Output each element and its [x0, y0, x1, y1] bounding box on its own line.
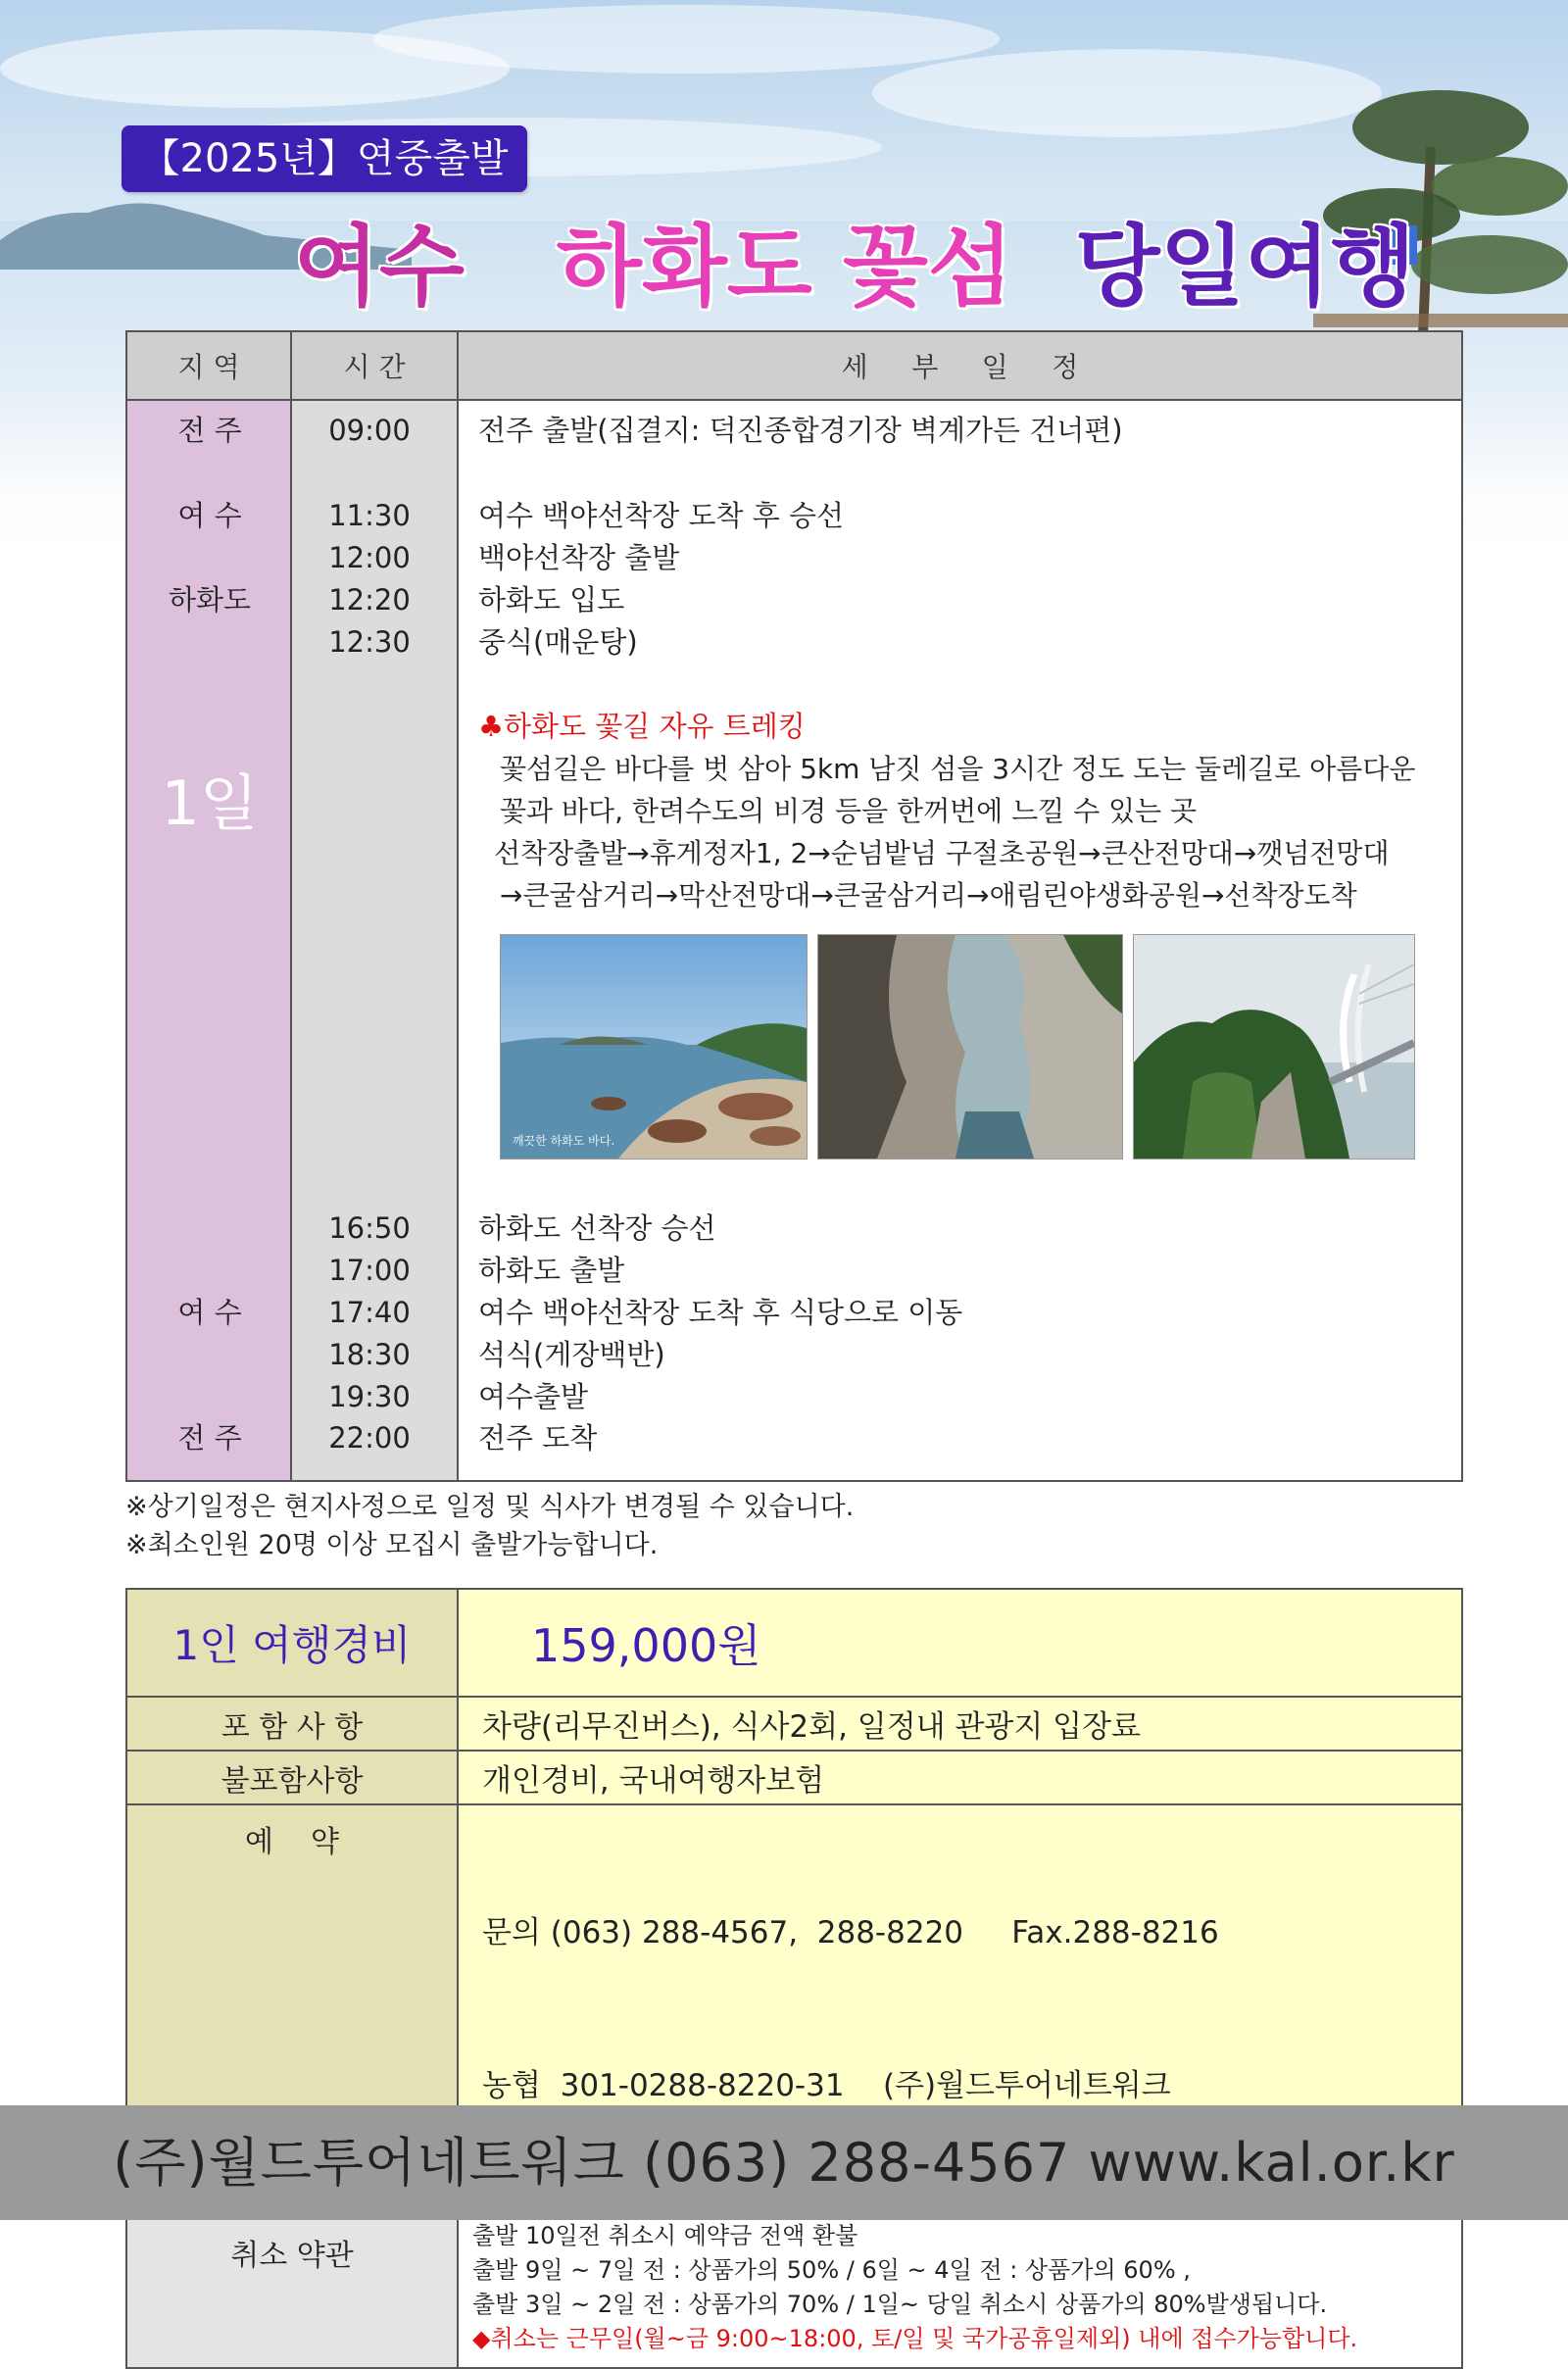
header-detail: 세 부 일 정	[458, 331, 1462, 400]
cost-value: 159,000원	[531, 1619, 761, 1672]
detail-item: 여수 백야선착장 도착 후 승선	[478, 499, 845, 532]
time-item: 18:30	[328, 1338, 411, 1371]
day-label: 1일	[161, 767, 259, 839]
trekking-route: →큰굴삼거리→막산전망대→큰굴삼거리→애림린야생화공원→선착장도착	[500, 879, 1357, 912]
trekking-description: 꽃섬길은 바다를 벗 삼아 5km 남짓 섬을 3시간 정도 도는 둘레길로 아름다운	[500, 753, 1416, 785]
included-label: 포 함 사 항	[126, 1697, 458, 1751]
detail-item: 하화도 출발	[478, 1254, 625, 1287]
region-hahwado: 하화도	[168, 583, 252, 617]
time-item: 09:00	[328, 414, 411, 447]
title-island: 하화도 꽃섬	[556, 216, 1013, 319]
detail-item: 중식(매운탕)	[478, 625, 638, 659]
detail-item: 백야선착장 출발	[478, 541, 680, 574]
detail-item: 석식(게장백반)	[478, 1338, 665, 1371]
header-time: 시 간	[291, 331, 458, 400]
trekking-description: 꽃과 바다, 한려수도의 비경 등을 한꺼번에 느낄 수 있는 곳	[500, 795, 1198, 827]
cancel-label: 취소 약관	[126, 2214, 458, 2368]
cost-label: 1인 여행경비	[172, 1621, 412, 1669]
time-item: 12:00	[328, 541, 411, 574]
time-item: 11:30	[328, 499, 411, 532]
cancel-warning: ◆취소는 근무일(월~금 9:00~18:00, 토/일 및 국가공휴일제외) 내에 접수가능합니다.	[472, 2325, 1358, 2352]
time-item: 16:50	[328, 1211, 411, 1245]
schedule-notes	[125, 1488, 854, 1564]
photo-beach	[500, 934, 808, 1160]
page-title	[294, 214, 1416, 321]
year-round-badge: 【2025년】연중출발	[122, 125, 527, 192]
photo-caption: 깨끗한 하화도 바다.	[513, 1134, 615, 1148]
time-item: 17:00	[328, 1254, 411, 1287]
cancel-line: 출발 3일 ~ 2일 전 : 상품가의 70% / 1일~ 당일 취소시 상품가의 80%발생됩니다.	[472, 2291, 1328, 2318]
photo-cliff	[817, 934, 1123, 1160]
detail-item: 여수 백야선착장 도착 후 식당으로 이동	[478, 1296, 963, 1329]
header-region: 지 역	[126, 331, 291, 400]
title-trip-type: 당일여행	[1074, 216, 1416, 319]
title-destination: 여수	[294, 216, 465, 319]
time-item: 12:30	[328, 625, 411, 659]
trekking-route: 선착장출발→휴게정자1, 2→순넘밭넘 구절초공원→큰산전망대→깻넘전망대	[494, 837, 1390, 869]
detail-item: 전주 출발(집결지: 덕진종합경기장 벽계가든 건너편)	[478, 414, 1123, 447]
time-item: 22:00	[328, 1421, 411, 1455]
detail-item: 전주 도착	[478, 1421, 598, 1455]
time-item: 12:20	[328, 583, 411, 617]
note-item: ※최소인원 20명 이상 모집시 출발가능합니다.	[125, 1530, 659, 1560]
reserve-label: 예 약	[126, 1804, 458, 2214]
footer-contact: (주)월드투어네트워크 (063) 288-4567 www.kal.or.kr	[0, 2105, 1568, 2220]
included-value: 차량(리무진버스), 식사2회, 일정내 관광지 입장료	[458, 1697, 1462, 1751]
note-item: ※상기일정은 현지사정으로 일정 및 식사가 변경될 수 있습니다.	[125, 1492, 855, 1522]
region-jeonju-depart: 전 주	[177, 414, 242, 447]
cost-label-cell	[126, 1589, 458, 1697]
region-yeosu: 여 수	[177, 499, 242, 532]
cost-value-cell	[458, 1589, 1462, 1697]
time-item: 17:40	[328, 1296, 411, 1329]
detail-item: 하화도 선착장 승선	[478, 1211, 716, 1245]
trekking-title: ♣하화도 꽃길 자유 트레킹	[478, 710, 806, 743]
excluded-label: 불포함사항	[126, 1751, 458, 1804]
reserve-bank-account: 농협 301-0288-8220-31 (주)월드투어네트워크	[482, 2068, 1171, 2103]
pricing-table	[125, 1588, 1463, 2369]
cancel-policy	[458, 2214, 1462, 2368]
detail-item: 하화도 입도	[478, 583, 625, 617]
region-jeonju-arrive: 전 주	[177, 1421, 242, 1455]
cancel-line: 출발 10일전 취소시 예약금 전액 환불	[472, 2222, 858, 2249]
detail-item: 여수출발	[478, 1380, 589, 1413]
time-item: 19:30	[328, 1380, 411, 1413]
cancel-line: 출발 9일 ~ 7일 전 : 상품가의 50% / 6일 ~ 4일 전 : 상품가의 60% ,	[472, 2256, 1191, 2284]
region-yeosu-return: 여 수	[177, 1296, 242, 1329]
reserve-contact: 문의 (063) 288-4567, 288-8220 Fax.288-8216	[482, 1915, 1219, 1950]
excluded-value: 개인경비, 국내여행자보험	[458, 1751, 1462, 1804]
photo-bridge	[1133, 934, 1415, 1160]
